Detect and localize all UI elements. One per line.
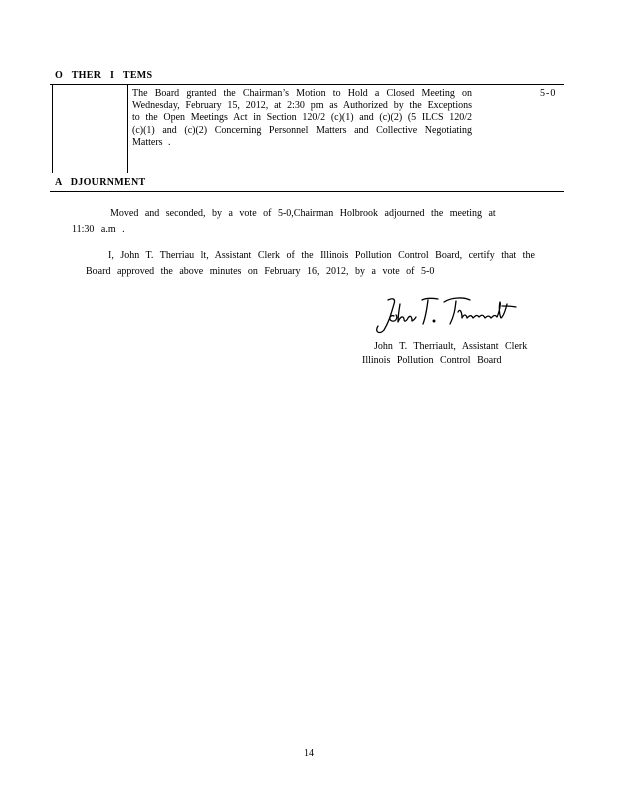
table-left-border xyxy=(52,85,53,173)
signer-name-title: John T. Therriault, Assistant Clerk xyxy=(374,341,528,352)
handwritten-signature xyxy=(370,292,520,336)
page-number: 14 xyxy=(304,748,314,759)
adjournment-heading: A DJOURNMENT xyxy=(55,177,146,188)
table-column-divider xyxy=(127,85,128,173)
signer-organization: Illinois Pollution Control Board xyxy=(362,355,502,366)
adjournment-rule xyxy=(50,191,564,192)
motion-vote-count: 5-0 xyxy=(540,88,557,99)
other-items-heading: O THER I TEMS xyxy=(55,70,153,81)
signature-block xyxy=(362,340,552,368)
closed-meeting-motion-text: The Board granted the Chairman’s Motion to Hold a Closed Meeting on Wednesday, February 15, 2012, at 2:30 pm as Authorized by the Exceptions to the Open Meetings Act in Section 120/2 (c)(1) and (c)(2) (5 ILCS 120/2 (c)(1) and (c)(2) Concerning Personnel Matters and Collective Negotiating Matters . xyxy=(132,88,472,148)
adjournment-paragraph: Moved and seconded, by a vote of 5-0,Chairman Holbrook adjourned the meeting at 11:30 a.m . xyxy=(72,208,496,235)
certification-paragraph: I, John T. Therriau lt, Assistant Clerk of the Illinois Pollution Control Board, certify that the Board approved the above minutes on February 16, 2012, by a vote of 5-0 xyxy=(86,250,535,277)
